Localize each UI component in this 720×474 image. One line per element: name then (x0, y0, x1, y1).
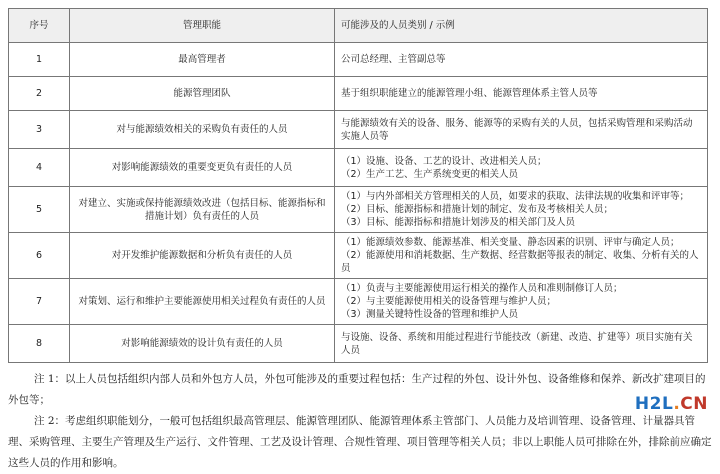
row-num: 5 (9, 187, 70, 233)
row-num: 3 (9, 111, 70, 149)
row-num: 2 (9, 77, 70, 111)
row-examples (335, 77, 708, 111)
row-examples (335, 187, 708, 233)
table-row (9, 279, 708, 325)
example-line: （2）与主要能源使用相关的设备管理与维护人员； (341, 296, 557, 307)
row-examples (335, 149, 708, 187)
header-seq: 序号 (9, 9, 70, 43)
example-line: 公司总经理、主管副总等 (341, 54, 446, 65)
note-2: 注 2：考虑组织职能划分，一般可包括组织最高管理层、能源管理团队、能源管理体系主管部门、人员能力及培训管理、设备管理、计量器具管理、采购管理、主要生产管理及生产运行、文件管理、工艺及设计管理、合规性管理、项目管理等相关人员；非以上职能人员可排除在外，排除前应确定这些人员的作用和影响。 (8, 415, 712, 469)
example-line: （2）目标、能源指标和措施计划的制定、发布及考核相关人员； (341, 204, 614, 215)
watermark-part: . (673, 394, 681, 414)
row-function: 对与能源绩效相关的采购负有责任的人员 (70, 111, 335, 149)
watermark-part: CN (680, 394, 708, 414)
row-examples (335, 43, 708, 77)
document (8, 8, 712, 474)
header-function: 管理职能 (70, 9, 335, 43)
row-function: 对影响能源绩效的设计负有责任的人员 (70, 325, 335, 363)
row-function: 能源管理团队 (70, 77, 335, 111)
example-line: （2）生产工艺、生产系统变更的相关人员 (341, 168, 519, 180)
row-examples (335, 233, 708, 279)
table-row (9, 77, 708, 111)
table-row (9, 233, 708, 279)
watermark-part: H2L (634, 394, 674, 414)
notes-section (8, 369, 712, 474)
table-row (9, 111, 708, 149)
example-line: （1）设施、设备、工艺的设计、改进相关人员； (341, 155, 547, 167)
row-num: 1 (9, 43, 70, 77)
row-num: 8 (9, 325, 70, 363)
row-examples (335, 111, 708, 149)
table-row (9, 325, 708, 363)
example-line: 与设施、设备、系统和用能过程进行节能技改（新建、改造、扩建等）项目实施有关人员 (341, 331, 693, 356)
row-examples (335, 325, 708, 363)
row-function: 对影响能源绩效的重要变更负有责任的人员 (70, 149, 335, 187)
example-line: （1）与内外部相关方管理相关的人员，如要求的获取、法律法规的收集和评审等； (341, 191, 690, 202)
example-line: （3）目标、能源指标和措施计划涉及的相关部门及人员 (341, 217, 576, 228)
example-line: （3）测量关键特性设备的管理和维护人员 (341, 309, 519, 320)
table-row (9, 149, 708, 187)
header-examples: 可能涉及的人员类别 / 示例 (335, 9, 708, 43)
example-line: 与能源绩效有关的设备、服务、能源等的采购有关的人员，包括采购管理和采购活动实施人员等 (341, 117, 693, 142)
table-row (9, 187, 708, 233)
note-1: 注 1：以上人员包括组织内部人员和外包方人员，外包可能涉及的重要过程包括：生产过程的外包、设计外包、设备维修和保养、新改扩建项目的外包等； (8, 373, 706, 406)
row-function: 对策划、运行和维护主要能源使用相关过程负有责任的人员 (70, 279, 335, 325)
row-examples (335, 279, 708, 325)
row-function: 对开发维护能源数据和分析负有责任的人员 (70, 233, 335, 279)
table-header-row (9, 9, 708, 43)
row-num: 7 (9, 279, 70, 325)
row-num: 6 (9, 233, 70, 279)
roles-table (8, 8, 708, 363)
row-function: 最高管理者 (70, 43, 335, 77)
table-row (9, 43, 708, 77)
row-function: 对建立、实施或保持能源绩效改进（包括目标、能源指标和措施计划）负有责任的人员 (70, 187, 335, 233)
example-line: （1）负责与主要能源使用运行相关的操作人员和准则制修订人员； (341, 283, 623, 294)
example-line: （1）能源绩效参数、能源基准、相关变量、静态因素的识别、评审与确定人员； (341, 237, 680, 248)
example-line: 基于组织职能建立的能源管理小组、能源管理体系主管人员等 (341, 88, 598, 99)
row-num: 4 (9, 149, 70, 187)
example-line: （2）能源使用和消耗数据、生产数据、经营数据等报表的制定、收集、分析有关的人员 (341, 250, 699, 274)
site-watermark-logo (633, 394, 710, 414)
